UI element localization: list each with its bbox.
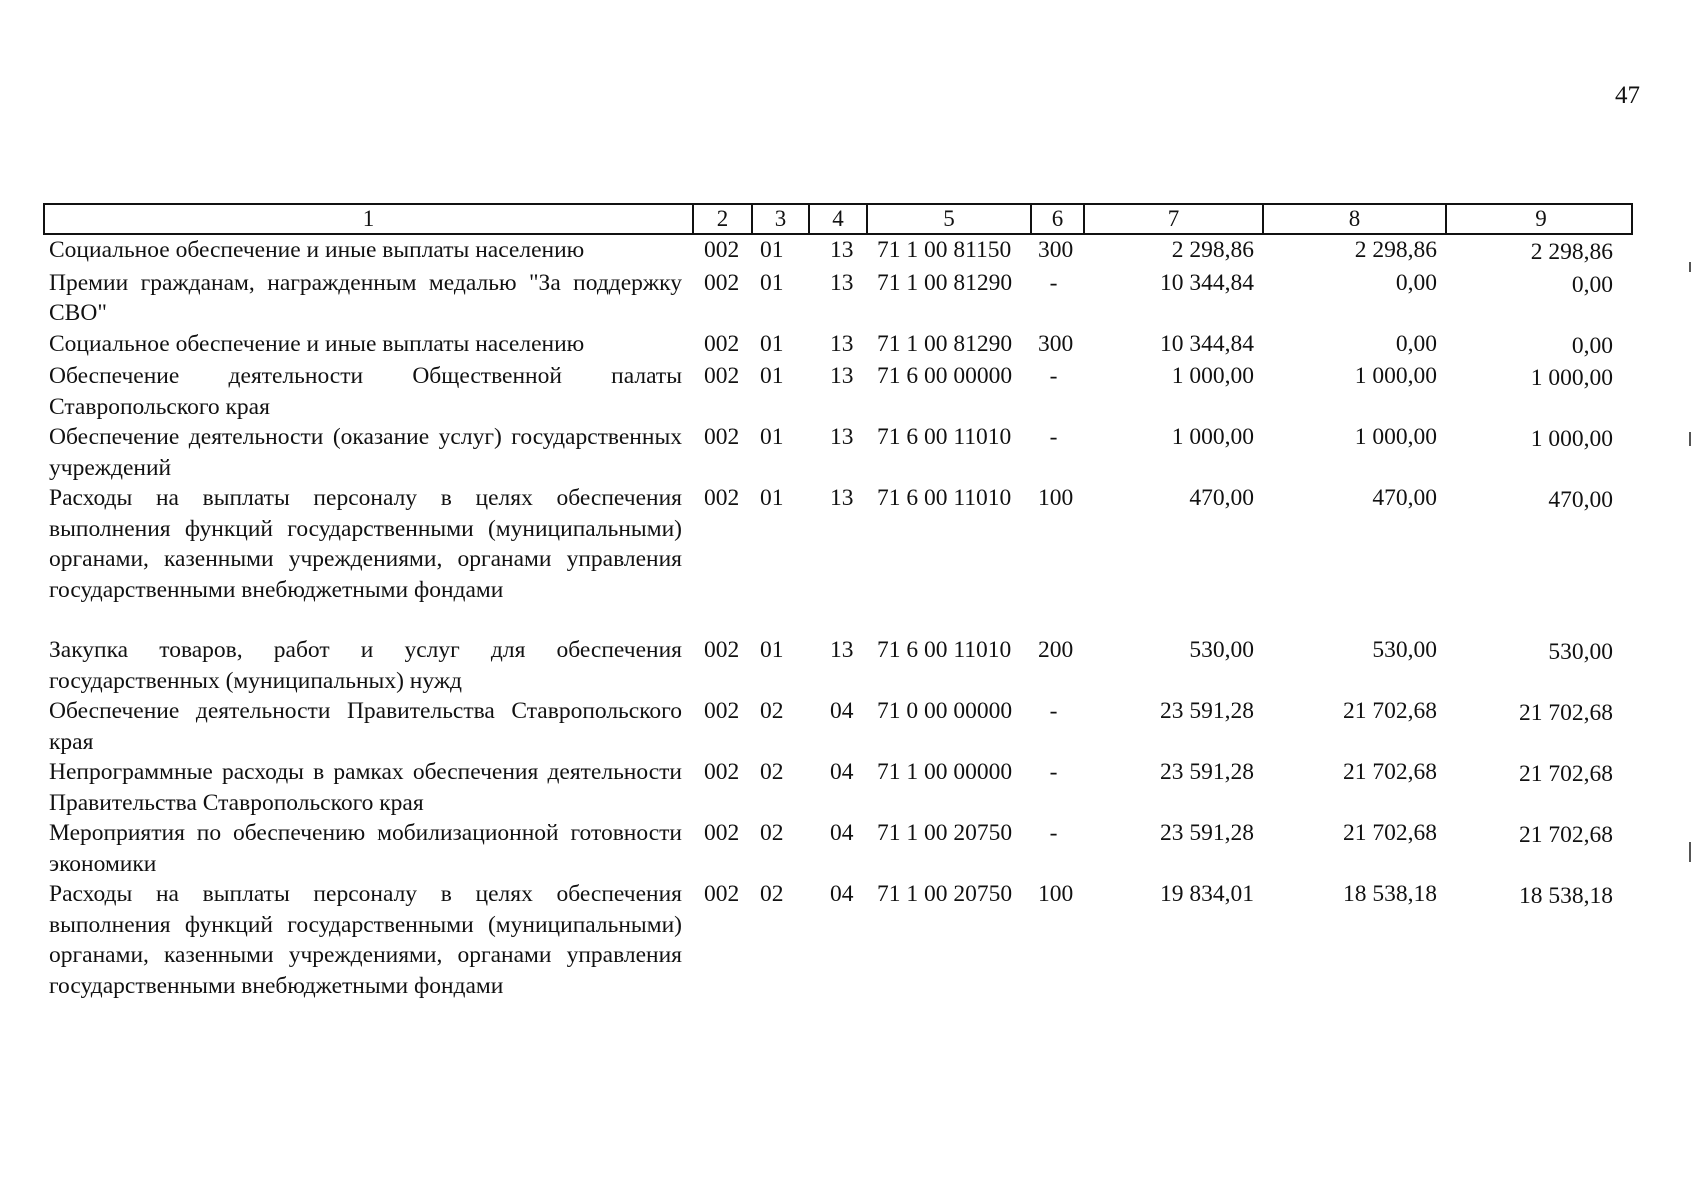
row-col-2: 002 [704, 269, 740, 296]
row-amount-9: 21 702,68 [1519, 761, 1613, 787]
row-col-6: - [1049, 820, 1058, 846]
header-col-1: 1 [45, 205, 694, 233]
row-col-5: 71 1 00 81290 [877, 330, 1013, 357]
row-amount-7: 10 344,84 [1160, 269, 1254, 296]
row-amount-7: 2 298,86 [1171, 237, 1254, 263]
header-col-4: 4 [810, 205, 868, 233]
row-col-4: 13 [830, 363, 854, 389]
row-col-3: 02 [760, 881, 784, 907]
row-col-6: - [1049, 269, 1058, 296]
row-amount-7: 1 000,00 [1171, 424, 1254, 450]
row-amount-8: 18 538,18 [1343, 881, 1437, 907]
row-col-6: - [1049, 759, 1058, 785]
row-col-4: 13 [830, 269, 854, 296]
row-col-5: 71 1 00 81290 [877, 269, 1013, 296]
row-amount-9: 18 538,18 [1519, 883, 1613, 909]
row-col-3: 01 [760, 269, 784, 296]
row-amount-9: 0,00 [1571, 271, 1613, 298]
table-row [43, 361, 1633, 422]
row-col-4: 04 [830, 759, 854, 785]
row-name: Обеспечение деятельности Правительства Ставропольского края [49, 698, 682, 755]
row-col-5: 71 1 00 00000 [877, 759, 1013, 785]
row-amount-7: 23 591,28 [1160, 698, 1254, 724]
row-name: Обеспечение деятельности Общественной палаты Ставропольского края [49, 363, 682, 420]
row-amount-7: 470,00 [1189, 485, 1254, 511]
table-row [43, 818, 1633, 879]
table-row [43, 422, 1633, 483]
row-col-4: 13 [830, 637, 854, 663]
row-col-6: 300 [1038, 237, 1074, 263]
scan-margin-mark [1689, 262, 1691, 272]
table-header-row [43, 203, 1633, 235]
row-amount-8: 21 702,68 [1343, 698, 1437, 724]
row-amount-8: 470,00 [1372, 485, 1437, 511]
row-amount-8: 21 702,68 [1343, 759, 1437, 785]
row-name: Премии гражданам, награжденным медалью "За поддержку СВО" [49, 269, 682, 326]
row-amount-8: 1 000,00 [1354, 424, 1437, 450]
header-col-9: 9 [1535, 206, 1547, 231]
row-col-2: 002 [704, 424, 740, 450]
row-col-3: 02 [760, 759, 784, 785]
row-col-5: 71 1 00 20750 [877, 820, 1013, 846]
row-name: Непрограммные расходы в рамках обеспечения деятельности Правительства Ставропольского края [49, 759, 682, 816]
row-col-2: 002 [704, 485, 740, 511]
header-col-8: 8 [1264, 205, 1447, 233]
row-col-3: 01 [760, 424, 784, 450]
row-amount-7: 1 000,00 [1171, 363, 1254, 389]
row-col-2: 002 [704, 698, 740, 724]
row-amount-8: 0,00 [1395, 269, 1437, 296]
header-col-2: 2 [694, 205, 753, 233]
budget-table [43, 203, 1633, 1001]
table-row [43, 757, 1633, 818]
row-col-3: 02 [760, 698, 784, 724]
row-col-3: 01 [760, 485, 784, 511]
row-col-4: 13 [830, 330, 854, 357]
row-col-5: 71 0 00 00000 [877, 698, 1013, 724]
row-col-6: 200 [1038, 637, 1074, 663]
row-amount-8: 530,00 [1372, 637, 1437, 663]
row-col-2: 002 [704, 330, 740, 357]
header-col-5: 5 [868, 205, 1032, 233]
row-col-5: 71 6 00 00000 [877, 363, 1013, 389]
scan-margin-mark [1689, 432, 1691, 446]
row-col-5: 71 6 00 11010 [877, 637, 1012, 663]
row-name: Расходы на выплаты персоналу в целях обеспечения выполнения функций государственными (муниципальными) органами, казенными учреждениями, органами управления государственными внебюджетными фондами [49, 485, 682, 603]
row-amount-9: 1 000,00 [1530, 365, 1613, 391]
row-amount-9: 0,00 [1571, 332, 1613, 359]
row-amount-9: 1 000,00 [1530, 426, 1613, 452]
row-col-6: - [1049, 424, 1058, 450]
header-col-6: 6 [1032, 205, 1085, 233]
table-row [43, 879, 1633, 1001]
table-row [43, 235, 1633, 268]
row-col-2: 002 [704, 363, 740, 389]
row-col-5: 71 1 00 81150 [877, 237, 1012, 263]
row-col-4: 13 [830, 485, 854, 511]
row-name: Социальное обеспечение и иные выплаты населению [49, 330, 585, 357]
row-amount-7: 19 834,01 [1160, 881, 1254, 907]
row-col-6: - [1049, 363, 1058, 389]
row-col-2: 002 [704, 820, 740, 846]
row-col-4: 13 [830, 237, 854, 263]
row-amount-7: 23 591,28 [1160, 820, 1254, 846]
row-amount-7: 23 591,28 [1160, 759, 1254, 785]
row-col-6: 100 [1038, 485, 1074, 511]
table-row [43, 483, 1633, 605]
row-col-3: 01 [760, 637, 784, 663]
row-col-6: - [1049, 698, 1058, 724]
row-col-3: 02 [760, 820, 784, 846]
row-col-6: 300 [1038, 330, 1074, 357]
row-col-3: 01 [760, 363, 784, 389]
row-col-4: 13 [830, 424, 854, 450]
scan-margin-mark [1689, 842, 1691, 862]
row-amount-8: 21 702,68 [1343, 820, 1437, 846]
row-amount-8: 2 298,86 [1354, 237, 1437, 263]
row-col-5: 71 1 00 20750 [877, 881, 1013, 907]
row-col-3: 01 [760, 237, 784, 263]
table-row [43, 635, 1633, 696]
row-amount-9: 21 702,68 [1519, 822, 1613, 848]
row-amount-7: 530,00 [1189, 637, 1254, 663]
row-amount-8: 0,00 [1395, 330, 1437, 357]
row-col-5: 71 6 00 11010 [877, 485, 1012, 511]
row-col-6: 100 [1038, 881, 1074, 907]
row-name: Мероприятия по обеспечению мобилизационной готовности экономики [49, 820, 682, 877]
row-amount-9: 21 702,68 [1519, 700, 1613, 726]
header-col-3: 3 [753, 205, 810, 233]
row-name: Социальное обеспечение и иные выплаты населению [49, 237, 585, 263]
row-amount-9: 2 298,86 [1530, 239, 1613, 265]
row-col-2: 002 [704, 759, 740, 785]
row-name: Закупка товаров, работ и услуг для обеспечения государственных (муниципальных) нужд [49, 637, 682, 694]
row-col-2: 002 [704, 637, 740, 663]
row-name: Расходы на выплаты персоналу в целях обеспечения выполнения функций государственными (муниципальными) органами, казенными учреждениями, органами управления государственными внебюджетными фондами [49, 881, 682, 999]
table-row [43, 329, 1633, 362]
row-amount-7: 10 344,84 [1160, 330, 1254, 357]
table-row [43, 268, 1633, 329]
row-col-4: 04 [830, 820, 854, 846]
row-amount-8: 1 000,00 [1354, 363, 1437, 389]
row-col-3: 01 [760, 330, 784, 357]
row-col-4: 04 [830, 698, 854, 724]
row-col-4: 04 [830, 881, 854, 907]
row-col-5: 71 6 00 11010 [877, 424, 1012, 450]
row-col-2: 002 [704, 881, 740, 907]
row-col-2: 002 [704, 237, 740, 263]
row-amount-9: 470,00 [1548, 487, 1613, 513]
table-row [43, 696, 1633, 757]
table-body [43, 235, 1633, 1001]
row-name: Обеспечение деятельности (оказание услуг) государственных учреждений [49, 424, 682, 481]
page-number: 47 [1615, 82, 1640, 109]
header-col-7: 7 [1085, 205, 1264, 233]
row-amount-9: 530,00 [1548, 639, 1613, 665]
